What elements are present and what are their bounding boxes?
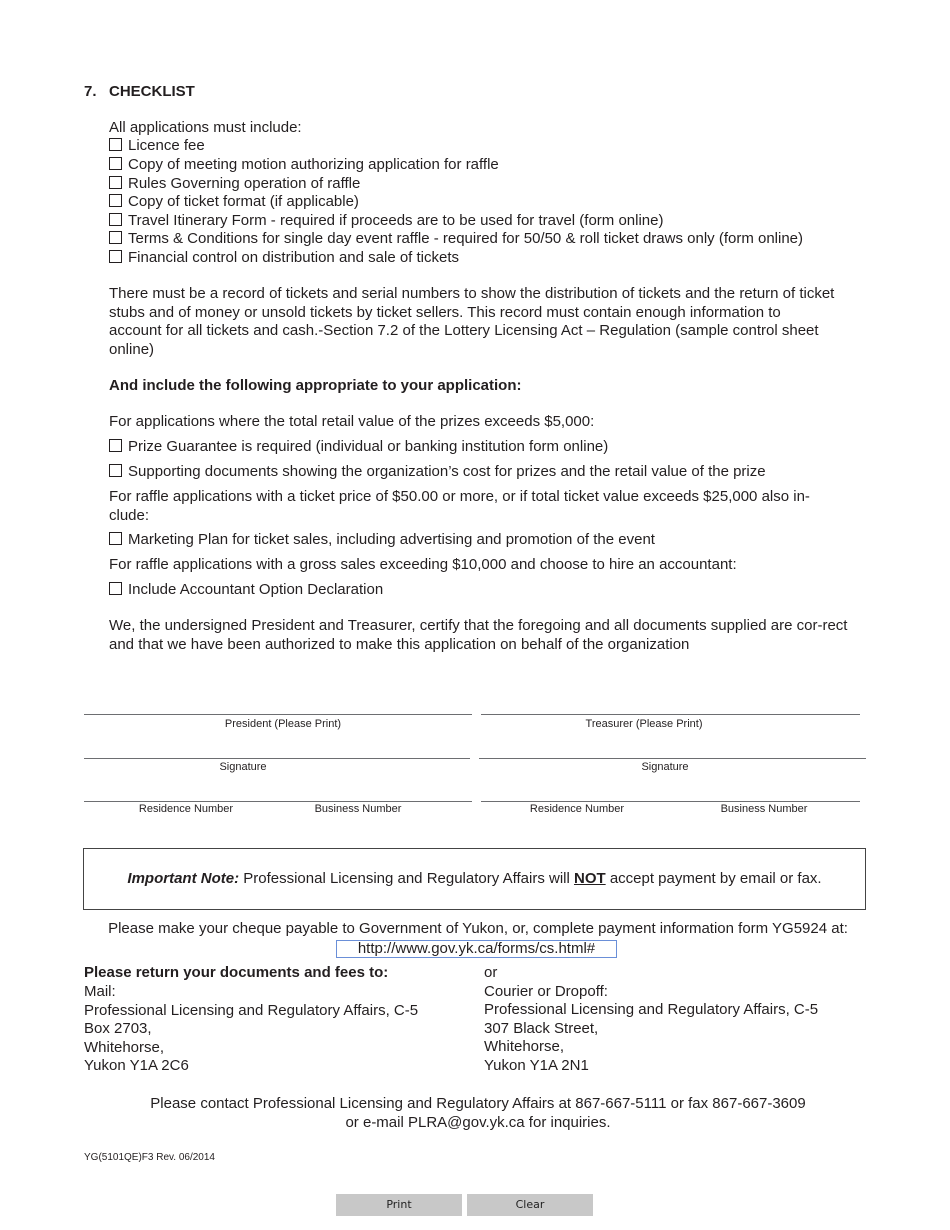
treasurer-business-label: Business Number xyxy=(720,803,808,815)
checkbox[interactable] xyxy=(109,213,122,226)
president-phone-line[interactable] xyxy=(84,801,472,802)
appropriate-heading: And include the following appropriate to your application: xyxy=(109,377,522,394)
contact-info: Please contact Professional Licensing and Regulatory Affairs at 867-667-5111 or fax 867-667-3609 or e-mail PLRA@gov.yk.ca for inquiries. xyxy=(150,1095,806,1131)
checklist-intro: All applications must include: xyxy=(109,119,302,136)
payment-form-link[interactable]: http://www.gov.yk.ca/forms/cs.html# xyxy=(336,940,617,958)
print-button[interactable]: Print xyxy=(336,1194,462,1216)
checklist-item[interactable]: Licence fee xyxy=(109,137,205,154)
treasurer-print-label: Treasurer (Please Print) xyxy=(585,718,703,730)
checkbox[interactable] xyxy=(109,157,122,170)
president-signature-label: Signature xyxy=(219,761,267,773)
president-print-label: President (Please Print) xyxy=(224,718,342,730)
checkbox[interactable] xyxy=(109,532,122,545)
form-id: YG(5101QE)F3 Rev. 06/2014 xyxy=(84,1152,215,1163)
checkbox[interactable] xyxy=(109,194,122,207)
president-name-line[interactable] xyxy=(84,714,472,715)
checkbox[interactable] xyxy=(109,138,122,151)
checklist-item[interactable]: Terms & Conditions for single day event raffle - required for 50/50 & roll ticket draws only (form online) xyxy=(109,230,803,247)
treasurer-signature-label: Signature xyxy=(641,761,689,773)
accountant-intro: For raffle applications with a gross sales exceeding $10,000 and choose to hire an accountant: xyxy=(109,556,737,573)
section-number: 7. xyxy=(84,83,97,100)
return-heading: Please return your documents and fees to: xyxy=(84,964,389,981)
payment-text: Please make your cheque payable to Government of Yukon, or, complete payment information form YG5924 at: xyxy=(108,920,848,937)
mail-address: Mail: Professional Licensing and Regulatory Affairs, C-5 Box 2703, Whitehorse, Yukon Y1A 2C6 xyxy=(84,983,419,1074)
record-paragraph: There must be a record of tickets and serial numbers to show the distribution of tickets and the return of ticket stubs and of money or unsold tickets by ticket sellers. This record must contain enough information to account for all tickets and cash.-Section 7.2 of the Lottery Licensing Act – Regulation (sample control sheet online) xyxy=(109,285,835,358)
ticket-intro: For raffle applications with a ticket price of $50.00 or more, or if total ticket value exceeds $25,000 also in-clude: xyxy=(109,488,810,524)
president-residence-label: Residence Number xyxy=(138,803,234,815)
important-note-box: Important Note: Professional Licensing and Regulatory Affairs will NOT accept payment by email or fax. xyxy=(83,848,866,910)
clear-button[interactable]: Clear xyxy=(467,1194,593,1216)
checklist-item[interactable]: Copy of meeting motion authorizing application for raffle xyxy=(109,156,499,173)
treasurer-phone-line[interactable] xyxy=(481,801,860,802)
checkbox[interactable] xyxy=(109,231,122,244)
not-emphasis: NOT xyxy=(573,870,606,887)
president-signature-line[interactable] xyxy=(84,758,470,759)
president-business-label: Business Number xyxy=(314,803,402,815)
checklist-item[interactable]: Copy of ticket format (if applicable) xyxy=(109,193,359,210)
checklist-item[interactable]: Travel Itinerary Form - required if proceeds are to be used for travel (form online) xyxy=(109,212,664,229)
checklist-item[interactable]: Include Accountant Option Declaration xyxy=(109,581,383,598)
checkbox[interactable] xyxy=(109,582,122,595)
checkbox[interactable] xyxy=(109,439,122,452)
checkbox[interactable] xyxy=(109,176,122,189)
certify-paragraph: We, the undersigned President and Treasurer, certify that the foregoing and all documents supplied are cor-rect and that we have been authorized to make this application on behalf of the organization xyxy=(109,617,848,653)
treasurer-residence-label: Residence Number xyxy=(529,803,625,815)
checkbox[interactable] xyxy=(109,464,122,477)
treasurer-name-line[interactable] xyxy=(481,714,860,715)
prizes-intro: For applications where the total retail value of the prizes exceeds $5,000: xyxy=(109,413,595,430)
courier-address: or Courier or Dropoff: Professional Licensing and Regulatory Affairs, C-5 307 Black Street, Whitehorse, Yukon Y1A 2N1 xyxy=(484,964,819,1074)
checklist-item[interactable]: Supporting documents showing the organization’s cost for prizes and the retail value of the prize xyxy=(109,463,766,480)
important-note-label: Important Note: xyxy=(127,870,240,887)
checklist-item[interactable]: Rules Governing operation of raffle xyxy=(109,175,360,192)
treasurer-signature-line[interactable] xyxy=(479,758,866,759)
checklist-item[interactable]: Marketing Plan for ticket sales, including advertising and promotion of the event xyxy=(109,531,655,548)
checklist-item[interactable]: Prize Guarantee is required (individual or banking institution form online) xyxy=(109,438,608,455)
checklist-item[interactable]: Financial control on distribution and sale of tickets xyxy=(109,249,459,266)
checkbox[interactable] xyxy=(109,250,122,263)
section-title: CHECKLIST xyxy=(109,83,195,100)
